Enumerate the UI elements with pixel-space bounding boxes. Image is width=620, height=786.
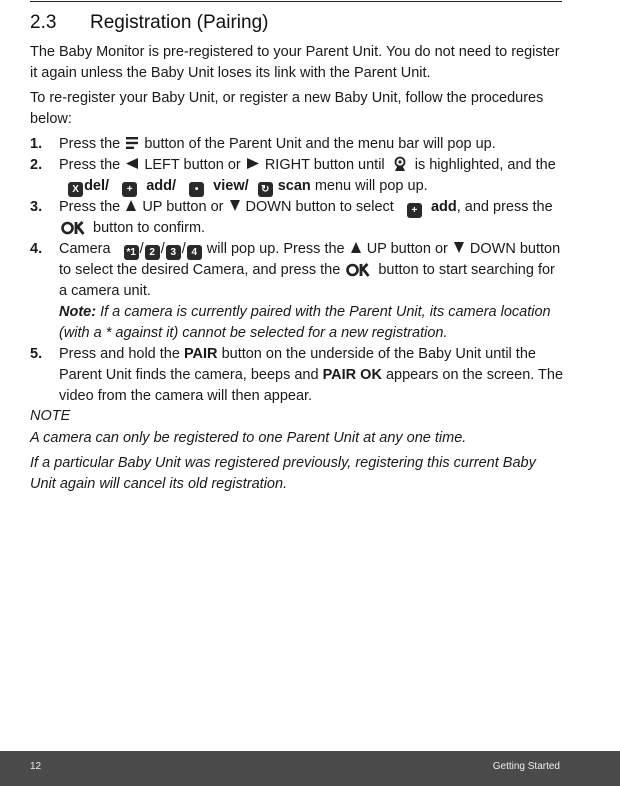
step-text: is highlighted, and the (414, 157, 556, 173)
camera-3-icon: 3 (166, 245, 181, 260)
step-text: appears on the screen. The video from the camera will then appear. (59, 367, 564, 404)
note-line-2: If a particular Baby Unit was registered previously, registering this current Baby Unit again will cancel its old registration. (30, 455, 536, 492)
step-number: 3. (30, 199, 43, 215)
step-text: , and press the (456, 199, 553, 215)
del-label: del/ (84, 178, 110, 194)
top-rule (30, 1, 562, 2)
menu-icon (126, 137, 138, 149)
step-text: Press the (59, 136, 121, 152)
step-number: 1. (30, 136, 43, 152)
add-label: add (430, 199, 457, 215)
step-text: Press the (59, 199, 121, 215)
camera-1-icon: *1 (124, 245, 139, 260)
step-number: 2. (30, 157, 43, 173)
delete-icon: X (68, 182, 83, 197)
camera-2-icon: 2 (145, 245, 160, 260)
down-arrow-icon (230, 200, 240, 211)
section-title: Registration (Pairing) (90, 12, 269, 33)
note-line-1: A camera can only be registered to one Parent Unit at any one time. (30, 430, 467, 446)
step-text: Press and hold the (59, 346, 180, 362)
note-heading: NOTE (30, 408, 71, 424)
view-icon: • (189, 182, 204, 197)
step-4 (30, 239, 565, 344)
pair-ok-label: PAIR OK (322, 367, 382, 383)
step-text: UP button or (142, 199, 224, 215)
step-text: menu will pop up. (314, 178, 428, 194)
slash: / (160, 241, 165, 257)
intro-paragraph-2: To re-register your Baby Unit, or register a new Baby Unit, follow the procedures below: (30, 90, 544, 127)
step-text: button to confirm. (93, 220, 206, 236)
page-footer (0, 751, 620, 786)
section-number: 2.3 (30, 12, 57, 33)
section-heading (30, 12, 268, 34)
ok-icon (61, 221, 87, 235)
slash: / (139, 241, 144, 257)
note-text-inline: If a camera is currently paired with the Parent Unit, its camera location (with a * against it) cannot be selected for a new registration. (59, 304, 551, 341)
step-text: LEFT button or (144, 157, 241, 173)
add-icon: + (407, 203, 422, 218)
step-text: button of the Parent Unit and the menu bar will pop up. (144, 136, 496, 152)
add-label: add/ (146, 178, 177, 194)
step-text: will pop up. Press the (206, 241, 345, 257)
steps-list (30, 134, 565, 407)
footer-title: Getting Started (492, 761, 560, 772)
step-text: Camera (59, 241, 111, 257)
step-2 (30, 155, 565, 197)
view-label: view/ (213, 178, 249, 194)
page-number: 12 (30, 761, 42, 772)
ok-icon (346, 263, 372, 277)
intro-paragraph-1: The Baby Monitor is pre-registered to your Parent Unit. You do not need to register it again unless the Baby Unit loses its link with the Parent Unit. (30, 44, 560, 81)
step-3 (30, 197, 565, 239)
step-text: RIGHT button until (264, 157, 385, 173)
step-4-note (59, 302, 565, 344)
down-arrow-icon (454, 242, 464, 253)
step-text: button to start searching for a camera unit. (59, 262, 555, 299)
camera-4-icon: 4 (187, 245, 202, 260)
right-arrow-icon (247, 158, 259, 169)
camera-icon (392, 156, 408, 172)
scan-label: scan (277, 178, 311, 194)
up-arrow-icon (351, 242, 361, 253)
note-label-inline: Note: (59, 304, 97, 320)
step-number: 4. (30, 241, 43, 257)
scan-icon: ↻ (258, 182, 273, 197)
add-icon: + (122, 182, 137, 197)
step-text: button on the underside of the Baby Unit until the Parent Unit finds the camera, beeps and (59, 346, 536, 383)
step-text: DOWN button to select (245, 199, 394, 215)
step-text: Press the (59, 157, 121, 173)
up-arrow-icon (126, 200, 136, 211)
step-number: 5. (30, 346, 43, 362)
slash: / (181, 241, 186, 257)
pair-label: PAIR (183, 346, 218, 362)
left-arrow-icon (126, 158, 138, 169)
step-1 (30, 134, 565, 155)
step-text: UP button or (366, 241, 448, 257)
step-5 (30, 344, 565, 407)
step-text: DOWN button to select the desired Camera, and press the (59, 241, 561, 278)
